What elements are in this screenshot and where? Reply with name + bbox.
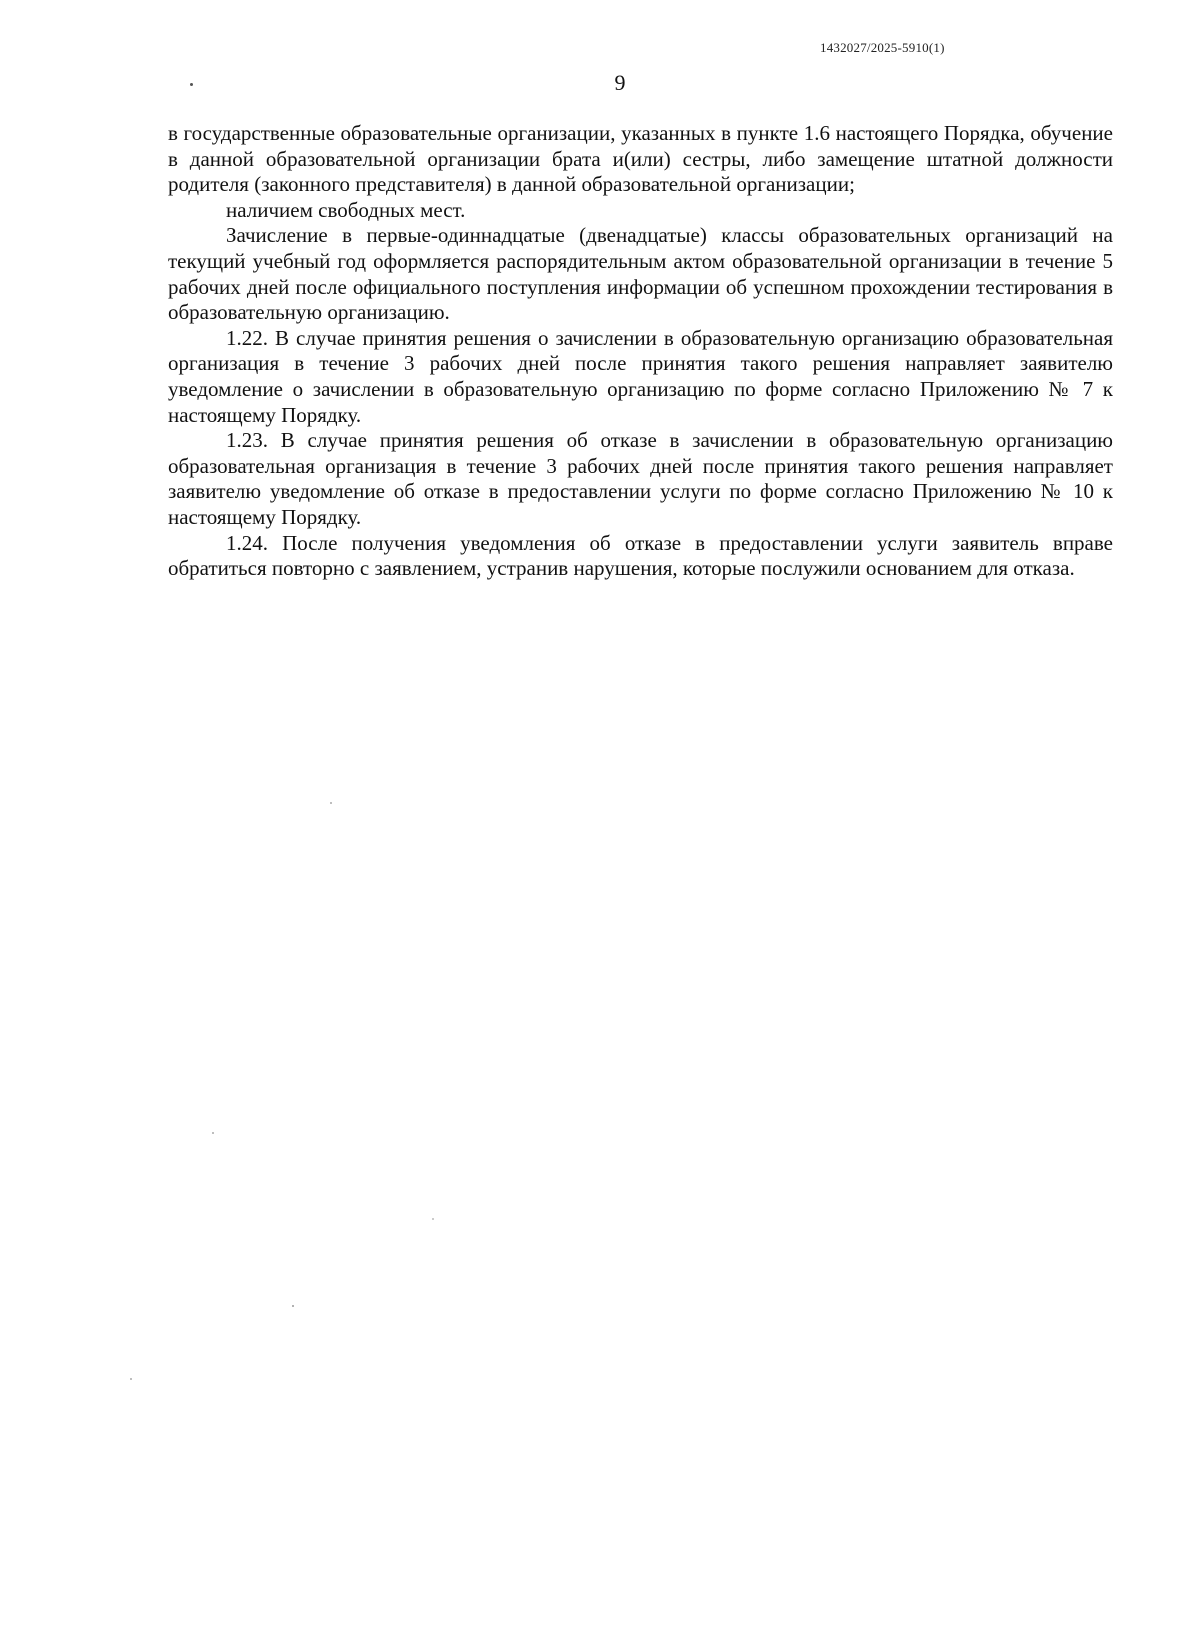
- paragraph-1-23: 1.23. В случае принятия решения об отказе в зачислении в образовательную организацию образовательная организация в течение 3 рабочих дней после принятия такого решения направляет заявителю уведомление об отказе в предоставлении услуги по форме согласно Приложению № 10 к настоящему Порядку.: [168, 428, 1113, 529]
- document-registration-number: 1432027/2025-5910(1): [820, 40, 945, 55]
- scan-speck: [190, 83, 193, 86]
- paragraph-enrollment: Зачисление в первые-одиннадцатые (двенадцатые) классы образовательных организаций на текущий учебный год оформляется распорядительным актом образовательной организации в течение 5 рабочих дней после официального поступления информации об успешном прохождении тестирования в образовательную организацию.: [168, 223, 1113, 325]
- scan-speck: [432, 1218, 434, 1220]
- paragraph-1-22: 1.22. В случае принятия решения о зачислении в образовательную организацию образовательная организация в течение 3 рабочих дней после принятия такого решения направляет заявителю уведомление о зачислении в образовательную организацию по форме согласно Приложению № 7 к настоящему Порядку.: [168, 325, 1113, 427]
- paragraph-1-24: 1.24. После получения уведомления об отказе в предоставлении услуги заявитель вправе обратиться повторно с заявлением, устранив нарушения, которые послужили основанием для отказа.: [168, 530, 1113, 581]
- page-number: 9: [614, 70, 626, 95]
- scan-speck: [330, 802, 332, 804]
- scan-speck: [212, 1132, 214, 1134]
- paragraph-free-places: наличием свободных мест.: [226, 197, 466, 222]
- paragraph-continuation: в государственные образовательные организации, указанных в пункте 1.6 настоящего Порядка, обучение в данной образовательной организации брата и(или) сестры, либо замещение штатной должности родителя (законного представителя) в данной образовательной организации;: [168, 121, 1113, 197]
- scan-speck: [130, 1378, 132, 1380]
- document-body: [168, 121, 1113, 582]
- scan-speck: [292, 1305, 294, 1307]
